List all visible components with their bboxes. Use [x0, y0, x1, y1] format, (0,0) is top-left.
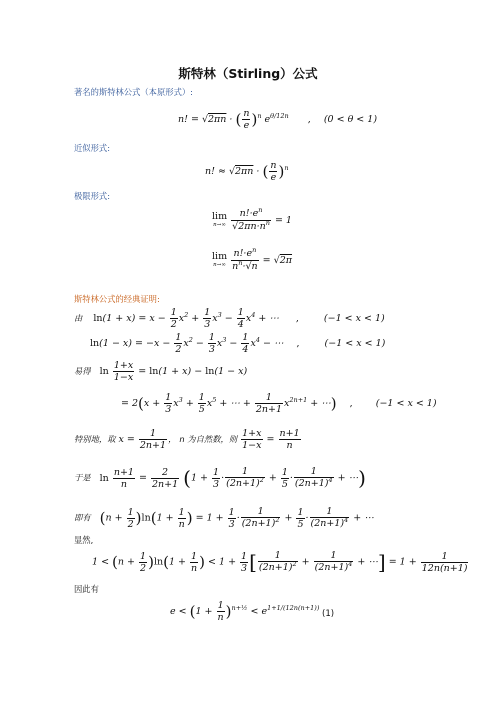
section-heading-limit: 极限形式:: [74, 191, 110, 201]
section-heading-proof: 斯特林公式的经典证明:: [74, 294, 160, 304]
section-heading-approx: 近似形式:: [74, 143, 110, 153]
proof-line-series: = 2(x + $\frac{1}{3}$ $x^3$ + $\frac{1}{5}$ $x^5$ + ⋯ + $\frac{1}{2n+1}$ $x^{2n+1}$ + ⋯) , (−1 < x < 1): [121, 392, 437, 415]
proof-word-xianran: 显然,: [74, 535, 94, 545]
proof-word-yinci: 因此有: [74, 584, 99, 594]
proof-line-tebie: 特别地，取 x = $\frac{1}{2n+1}$ ， n 为自然数，则 $\frac{1+x}{1-x}$ = $\frac{n+1}{n}$: [74, 428, 300, 451]
formula-limit-1: lim n→∞ $\frac{n!\cdot e^n}{√2\pi n\cdot n^n}$ = 1: [212, 206, 292, 232]
proof-line-jiyou: 即有 (n + $\frac{1}{2}$ )ln(1 + $\frac{1}{n}$ ) = 1 + $\frac{1}{3}$ · $\frac{1}{(2n+1)^2}$ + $\frac{1}{5}$ · $\frac{1}{(2n+1)^4}$ + ⋯: [74, 506, 374, 530]
formula-approx: n! ≈ √2πn · ( $\frac{n}{e}$ )$^n$: [205, 160, 289, 183]
proof-line-yushi: 于是 ln $\frac{n+1}{n}$ = $\frac{2}{2n+1}$ (1 + $\frac{1}{3}$ · $\frac{1}{(2n+1)^2}$ + $\frac{1}{5}$ · $\frac{1}{(2n+1)^4}$ + ⋯): [74, 466, 366, 490]
proof-line-ln1plus: 由 ln(1 + x) = x − $\frac{1}{2}$ $x^2$ + $\frac{1}{3}$ $x^3$ − $\frac{1}{4}$ $x^4$ + ⋯ , (−1 < x < 1): [74, 307, 385, 330]
section-heading-original: 著名的斯特林公式（本原形式）:: [74, 87, 193, 97]
formula-original: n! = √2πn · ( $\frac{n}{e}$ )$^n$ $e^{\theta/12n}$ , (0 < θ < 1): [178, 108, 378, 131]
proof-line-final: e < (1 + $\frac{1}{n}$ )$^{n+\frac{1}{2}} < e^{1+1/(12n(n+1))}$: [170, 600, 320, 623]
proof-line-yide: 易得 ln $\frac{1+x}{1-x}$ = ln(1 + x) − ln(1 − x): [74, 360, 248, 383]
equation-number: (1): [322, 609, 335, 619]
proof-line-ln1minus: ln(1 − x) = −x − $\frac{1}{2}$ $x^2$ − $\frac{1}{3}$ $x^3$ − $\frac{1}{4}$ $x^4$ − ⋯ , (−1 < x < 1): [90, 332, 386, 355]
page-title: 斯特林（Stirling）公式: [178, 66, 318, 81]
formula-limit-2: lim n→∞ $\frac{n!\cdot e^n}{n^n\cdot√n}$ = √2π: [212, 246, 293, 272]
proof-line-inequality: 1 < (n + $\frac{1}{2}$ )ln(1 + $\frac{1}{n}$ ) < 1 + $\frac{1}{3}$ [ $\frac{1}{(2n+1)^2}$ + $\frac{1}{(2n+1)^4}$ + ⋯] = 1 + $\frac{1}{12n(n+1)}$: [92, 550, 468, 574]
